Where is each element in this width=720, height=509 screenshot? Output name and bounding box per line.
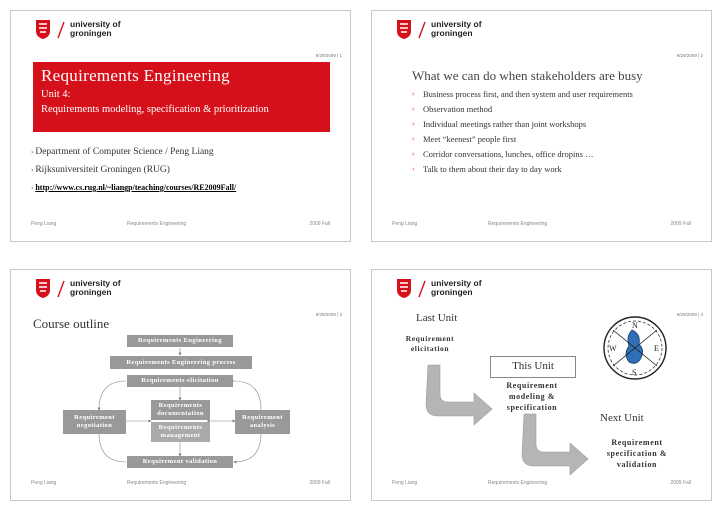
bullet-icon: › (412, 165, 415, 173)
course-link[interactable]: http://www.cs.rug.nl/~liangp/teaching/courses/RE2009Fall/ (35, 183, 237, 192)
bullet-icon: › (412, 150, 415, 158)
slide-date: 9/29/2009 | 3 (315, 312, 342, 317)
compass-letter-s: S (632, 368, 637, 377)
slide-1 (10, 10, 351, 242)
list-item: › Business process first, and then system and user requirements (412, 89, 633, 99)
list-item: › Department of Computer Science / Peng Liang (31, 147, 214, 157)
slide-4 (371, 269, 712, 501)
list-item: › Individual meetings rather than joint workshops (412, 119, 587, 129)
slide-date: 9/29/2009 | 1 (315, 53, 342, 58)
title-banner (33, 62, 330, 132)
slide-title: Course outline (33, 316, 110, 331)
slide-footer: Peng Liang Requirements Engineering 2009 Fall (31, 480, 330, 486)
bullet-icon: › (31, 148, 34, 156)
bullet-icon: › (31, 166, 34, 174)
slide-footer: Peng Liang Requirements Engineering 2009 Fall (392, 221, 691, 227)
slide-date: 9/29/2009 | 2 (676, 53, 703, 58)
this-unit-box (490, 356, 576, 378)
this-unit-topic: Requirement modeling & specification (506, 381, 558, 412)
compass-letter-w: W (609, 344, 617, 353)
slide-title: Requirements Engineering (41, 66, 230, 85)
bullet-icon: › (412, 105, 415, 113)
list-item: › Rijksuniversiteit Groningen (RUG) (31, 165, 170, 175)
slide-date: 9/29/2009 | 4 (676, 312, 703, 317)
curved-arrow-1-icon (426, 365, 492, 425)
unit-label: Unit 4: (41, 89, 71, 100)
documentation-box: Requirements documentation (151, 400, 210, 420)
process-box: Requirements Engineering process (110, 356, 252, 369)
compass-icon (604, 317, 666, 379)
bullet-icon: › (412, 90, 415, 98)
slide-footer: Peng Liang Requirements Engineering 2009 Fall (31, 221, 330, 227)
slide-2 (371, 10, 712, 242)
slide-footer: Peng Liang Requirements Engineering 2009 Fall (392, 480, 691, 486)
list-item: › Corridor conversations, lunches, office dropins … (412, 149, 594, 159)
slash-mark-icon (56, 21, 66, 39)
next-unit-label: Next Unit (600, 412, 644, 424)
compass-letter-e: E (654, 344, 659, 353)
negotiation-box: Requirement negotiation (63, 410, 126, 434)
bullet-icon: › (412, 135, 415, 143)
logo-text: university of groningen (431, 278, 482, 297)
crest-icon (396, 19, 412, 40)
compass-letter-n: N (632, 321, 638, 330)
elicitation-box: Requirements elicitation (127, 375, 233, 387)
logo-text: university of groningen (70, 19, 121, 38)
slide-3 (10, 269, 351, 501)
slash-mark-icon (417, 21, 427, 39)
logo-text: university of groningen (431, 19, 482, 38)
university-logo (396, 19, 516, 41)
crest-icon (35, 19, 51, 40)
curved-arrow-2-icon (522, 414, 588, 475)
bullet-icon: › (412, 120, 415, 128)
university-logo (35, 19, 155, 41)
this-unit-label: This Unit (512, 360, 554, 372)
last-unit-topic: Requirement elicitation (405, 334, 455, 353)
re-box: Requirements Engineering (127, 335, 233, 347)
list-item: › Meet “keenest” people first (412, 134, 517, 144)
logo-text: university of groningen (70, 278, 121, 297)
slide-subtitle: Requirements modeling, specification & prioritization (41, 104, 269, 115)
list-item (31, 183, 236, 193)
list-item: › Talk to them about their day to day work (412, 164, 562, 174)
author-list (31, 147, 236, 201)
validation-box: Requirement validation (127, 456, 233, 468)
management-box: Requirements management (151, 422, 210, 442)
bullet-list (412, 89, 702, 179)
bullet-icon: › (31, 184, 34, 192)
last-unit-label: Last Unit (416, 312, 458, 324)
slide-title: What we can do when stakeholders are busy (412, 68, 643, 83)
analysis-box: Requirement analysis (235, 410, 290, 434)
list-item: › Observation method (412, 104, 493, 114)
next-unit-topic: Requirement specification & validation (606, 438, 668, 469)
